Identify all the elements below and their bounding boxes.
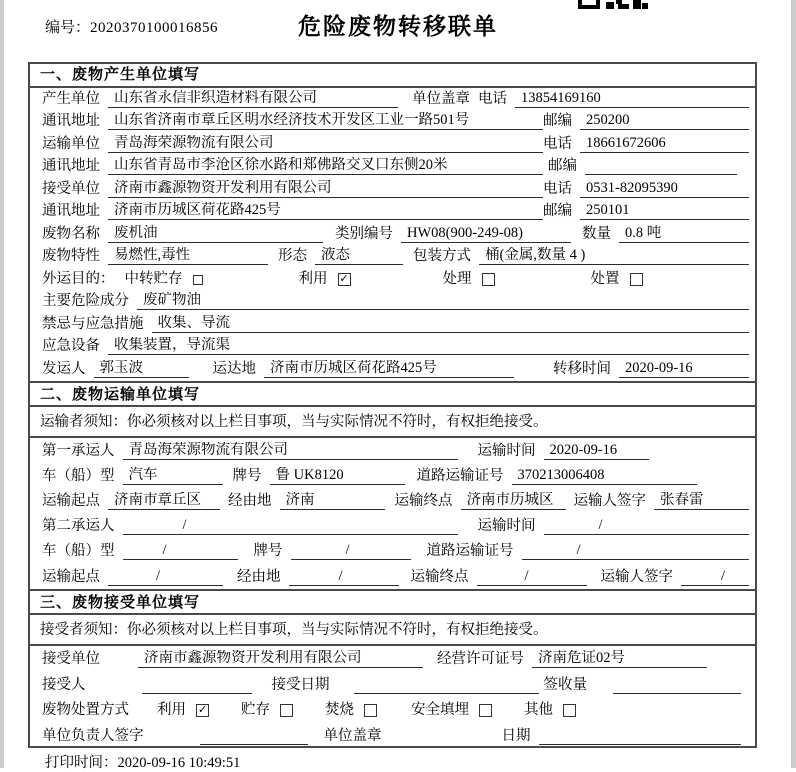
accept-unit-value: 济南市鑫源物资开发利用有限公司: [138, 650, 423, 668]
manager-sign-value: [200, 727, 308, 745]
accept-storage-label: 贮存: [241, 702, 270, 719]
receiver-value: 济南市鑫源物资开发利用有限公司: [108, 180, 543, 198]
accept-date-value: [354, 676, 539, 694]
utilize-label: 利用: [298, 270, 328, 287]
sign2-label: 运输人签字: [600, 568, 673, 585]
purpose-label: 外运目的：: [42, 270, 115, 287]
producer-address-label: 通讯地址: [42, 113, 100, 129]
document-header: [0, 4, 796, 48]
utilize-checkbox: [338, 273, 351, 286]
producer-label: 产生单位: [42, 90, 100, 107]
consignor-row: [30, 358, 755, 381]
waste-name-label: 废物名称: [42, 225, 100, 242]
waste-property-row: [30, 246, 755, 269]
disposal-method-label: 废物处置方式: [42, 702, 129, 719]
accept-utilize-checkbox: [196, 704, 209, 717]
end1-label: 运输终点: [394, 493, 453, 510]
category-code-value: HW08(900-249-08): [401, 225, 571, 243]
doc-number-label: 编号：: [45, 20, 91, 36]
accept-date-label: 接受日期: [271, 676, 330, 693]
section-1-body: [30, 88, 755, 381]
other-label: 其他: [524, 702, 553, 719]
section-1-header: 一、废物产生单位填写: [30, 64, 755, 88]
producer-address-row: [30, 111, 755, 134]
treatment-label: 处理: [442, 270, 472, 287]
transport-time2-label: 运输时间: [477, 518, 536, 535]
destination-value: 济南市历城区荷花路425号: [264, 360, 514, 378]
other-checkbox: [563, 704, 576, 717]
waste-property-label: 废物特性: [42, 248, 100, 264]
vehicle2-value: /: [123, 542, 238, 560]
emergency-equipment-label: 应急设备: [42, 338, 100, 354]
section-3-header: 三、废物接受单位填写: [30, 589, 755, 615]
road-license1-value: 370213006408: [512, 467, 697, 485]
incinerate-checkbox: [364, 704, 377, 717]
accept-unit-label: 接受单位: [42, 651, 100, 668]
route2-row: [30, 563, 755, 588]
producer-zip-value: 250200: [580, 112, 749, 130]
transporter-address-label: 通讯地址: [42, 158, 100, 174]
receiver-phone-value: 0531-82095390: [580, 180, 749, 198]
origin2-label: 运输起点: [42, 568, 100, 585]
receiver-phone-label: 电话: [543, 180, 572, 197]
manifest-form: [28, 62, 757, 748]
carrier2-label: 第二承运人: [42, 518, 115, 535]
transporter-notice: 运输者须知：你必须核对以上栏目事项，当与实际情况不符时，有权拒绝接受。: [30, 407, 755, 438]
packaging-value: 桶(金属,数量 4 ): [479, 247, 749, 265]
contraindication-label: 禁忌与应急措施: [42, 315, 144, 332]
treatment-checkbox: [482, 273, 495, 286]
print-time: [45, 751, 240, 772]
packaging-label: 包装方式: [413, 248, 471, 264]
road-license1-label: 道路运输证号: [416, 467, 504, 484]
acceptor-label: 接受人: [42, 676, 86, 693]
via1-value: 济南: [280, 492, 385, 510]
receiver-notice: 接受者须知：你必须核对以上栏目事项，当与实际情况不符时，有权拒绝接受。: [30, 615, 755, 646]
producer-zip-label: 邮编: [543, 113, 572, 129]
origin1-label: 运输起点: [42, 493, 100, 510]
transporter-phone-label: 电话: [543, 135, 572, 152]
form-state-label: 形态: [278, 248, 307, 264]
transporter-phone-value: 18661672606: [580, 135, 749, 153]
vehicle2-row: [30, 538, 755, 563]
category-code-label: 类别编号: [335, 225, 393, 242]
acceptor-value: [142, 676, 252, 694]
receiver-zip-value: 250101: [580, 202, 749, 220]
page-title: 危险废物转移联单: [298, 14, 498, 39]
emergency-equipment-value: 收集装置，导流渠: [108, 337, 749, 355]
acceptor-row: [30, 671, 755, 697]
transporter-zip-label: 邮编: [548, 158, 577, 174]
carrier1-value: 青岛海荣源物流有限公司: [123, 442, 458, 460]
end2-value: /: [477, 568, 587, 586]
origin2-value: /: [108, 568, 223, 586]
carrier1-row: [30, 438, 755, 463]
accept-date2-value: [539, 727, 742, 745]
vehicle1-value: 汽车: [123, 467, 223, 485]
producer-phone-label: 电话: [478, 90, 507, 107]
incinerate-label: 焚烧: [325, 702, 354, 719]
receiver-address-label: 通讯地址: [42, 203, 100, 219]
emergency-equipment-row: [30, 336, 755, 359]
transfer-storage-checkbox: [193, 275, 203, 285]
receiver-zip-label: 邮编: [543, 203, 572, 219]
hazard-value: 废矿物油: [137, 292, 749, 310]
transfer-storage-label: 中转贮存: [124, 270, 183, 287]
landfill-label: 安全填埋: [411, 702, 469, 719]
transport-time2-value: /: [544, 517, 750, 535]
transporter-zip-value: [585, 157, 737, 175]
carrier2-row: [30, 513, 755, 538]
route1-row: [30, 488, 755, 513]
via1-label: 经由地: [228, 493, 272, 510]
doc-number: [45, 16, 218, 37]
accept-utilize-label: 利用: [157, 702, 186, 719]
transporter-address-row: [30, 156, 755, 179]
carrier2-value: /: [123, 517, 458, 535]
accept-unit-row: [30, 646, 755, 672]
received-qty-value: [613, 676, 741, 694]
accept-storage-checkbox: [280, 704, 293, 717]
waste-property-value: 易燃性,毒性: [108, 247, 268, 265]
plate1-label: 牌号: [232, 467, 262, 484]
transporter-row: [30, 133, 755, 156]
section-3-body: [30, 646, 755, 748]
waste-name-row: [30, 223, 755, 246]
road-license2-label: 道路运输证号: [426, 543, 514, 560]
plate2-value: /: [291, 542, 411, 560]
section-2-header: 二、废物运输单位填写: [30, 381, 755, 407]
end2-label: 运输终点: [410, 568, 469, 585]
transfer-date-value: 2020-09-16: [619, 360, 749, 378]
hazard-row: [30, 291, 755, 314]
accept-seal-label: 单位盖章: [323, 727, 382, 744]
contraindication-row: [30, 313, 755, 336]
page-edge-right: [791, 0, 796, 768]
origin1-value: 济南市章丘区: [108, 492, 220, 510]
receiver-address-row: [30, 201, 755, 224]
page-edge-left: [0, 0, 4, 768]
transport-time1-label: 运输时间: [477, 442, 536, 459]
plate2-label: 牌号: [253, 543, 283, 560]
transporter-label: 运输单位: [42, 135, 100, 152]
transporter-address-value: 山东省青岛市李沧区徐水路和郑佛路交叉口东侧20米: [108, 157, 543, 175]
print-time-label: 打印时间：: [45, 755, 118, 771]
vehicle1-row: [30, 463, 755, 488]
form-state-value: 液态: [315, 247, 403, 265]
section-2-body: [30, 438, 755, 589]
permit-label: 经营许可证号: [437, 651, 524, 668]
purpose-row: [30, 268, 755, 291]
road-license2-value: /: [522, 542, 750, 560]
vehicle2-label: 车（船）型: [42, 543, 115, 560]
plate1-value: 鲁 UK8120: [270, 467, 405, 485]
quantity-value: 0.8 吨: [619, 225, 749, 243]
producer-phone-value: 13854169160: [515, 90, 749, 108]
accept-date2-label: 日期: [501, 727, 531, 744]
via2-value: /: [289, 568, 399, 586]
unit-seal-label: 单位盖章: [412, 90, 470, 107]
accept-utilize-mark: ✓: [197, 704, 208, 717]
disposal-label: 处置: [590, 270, 620, 287]
receiver-address-value: 济南市历城区荷花路425号: [108, 202, 543, 220]
consignor-label: 发运人: [42, 360, 86, 377]
disposal-checkbox: [630, 273, 643, 286]
hazard-label: 主要危险成分: [42, 293, 129, 309]
sign2-value: /: [681, 568, 749, 586]
contraindication-value: 收集、导流: [152, 315, 750, 333]
transporter-value: 青岛海荣源物流有限公司: [108, 135, 543, 153]
end1-value: 济南市历城区: [461, 492, 566, 510]
transport-time1-value: 2020-09-16: [544, 442, 649, 460]
disposal-method-row: [30, 697, 755, 723]
sign1-label: 运输人签字: [573, 493, 646, 510]
carrier1-label: 第一承运人: [42, 442, 115, 459]
manager-sign-label: 单位负责人签字: [42, 727, 144, 744]
utilize-mark: ✓: [339, 272, 349, 285]
doc-number-value: 2020370100016856: [90, 20, 219, 36]
quantity-label: 数量: [582, 225, 611, 242]
landfill-checkbox: [479, 704, 492, 717]
destination-label: 运达地: [212, 360, 256, 377]
permit-value: 济南危证02号: [532, 650, 707, 668]
vehicle1-label: 车（船）型: [42, 467, 115, 484]
consignor-value: 郭玉波: [94, 360, 189, 378]
transfer-date-label: 转移时间: [553, 360, 611, 377]
receiver-label: 接受单位: [42, 180, 100, 197]
producer-value: 山东省永信非织造材料有限公司: [108, 90, 398, 108]
print-time-value: 2020-09-16 10:49:51: [117, 755, 241, 771]
receiver-row: [30, 178, 755, 201]
sign1-value: 张春雷: [654, 492, 749, 510]
producer-address-value: 山东省济南市章丘区明水经济技术开发区工业一路501号: [108, 112, 543, 130]
via2-label: 经由地: [237, 568, 281, 585]
waste-name-value: 废机油: [108, 225, 323, 243]
received-qty-label: 签收量: [543, 676, 587, 693]
producer-row: [30, 88, 755, 111]
manager-sign-row: [30, 722, 755, 748]
